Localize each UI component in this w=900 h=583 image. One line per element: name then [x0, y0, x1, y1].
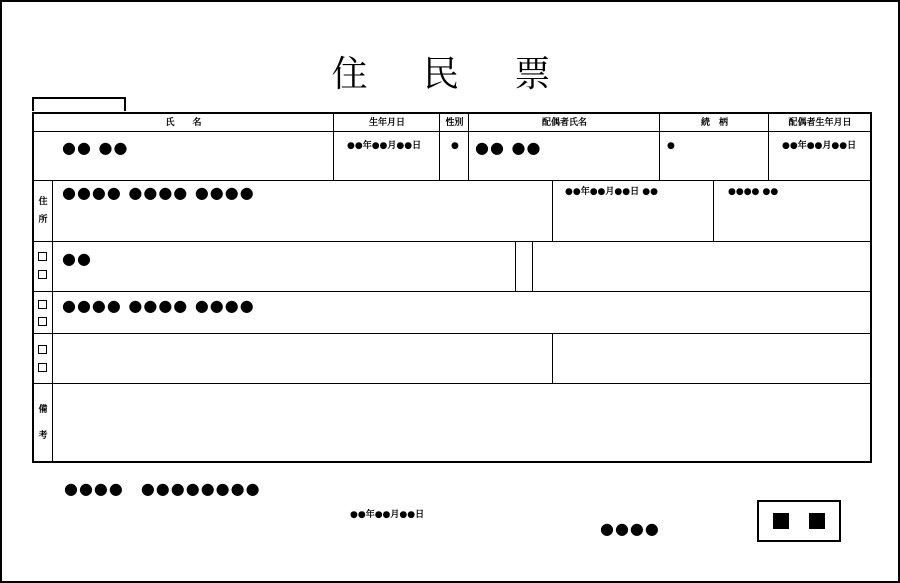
- row5-checkbox-bottom: [38, 363, 47, 372]
- dob-value: ●●年●●月●●日: [347, 141, 422, 151]
- relation-value: ●: [667, 141, 675, 151]
- page-title: 住 民 票: [331, 54, 573, 95]
- address-extra-value: ●●●● ●●: [728, 187, 779, 197]
- row4: [34, 292, 870, 334]
- header-spouse-name: 配偶者氏名: [468, 114, 660, 132]
- issue-date: ●●年●●月●●日: [350, 510, 425, 520]
- official-seal: [757, 500, 841, 542]
- name-value: ●● ●●: [62, 138, 129, 157]
- form-tab: [32, 97, 126, 111]
- address-label-divider: [52, 181, 53, 242]
- header-name: 氏 名: [165, 118, 202, 128]
- row1: [34, 132, 870, 181]
- row4-checkbox-bottom: [38, 317, 47, 326]
- row3-label-divider: [52, 242, 53, 292]
- resident-form: [32, 112, 872, 463]
- header-dob: 生年月日: [333, 114, 440, 132]
- row4-label-divider: [52, 292, 53, 334]
- row1-divider-spouse-dob: [768, 132, 769, 181]
- address-label-1: 住: [38, 197, 48, 207]
- issuer-text: ●●●● ●●●●●●●●: [64, 479, 261, 498]
- row1-divider-dob: [333, 132, 334, 181]
- address-row: [34, 181, 870, 242]
- row5-label-divider: [52, 334, 53, 384]
- row1-divider-sex: [439, 132, 440, 181]
- seal-block-right: [809, 513, 825, 529]
- address-value: ●●●● ●●●● ●●●●: [62, 183, 255, 202]
- row5-divider: [552, 334, 553, 384]
- header-relation: 続 柄: [659, 114, 769, 132]
- address-date-value: ●●年●●月●●日 ●●: [565, 187, 658, 197]
- row3-value: ●●: [62, 249, 92, 268]
- header-sex: 性別: [439, 114, 469, 132]
- spouse-name-value: ●● ●●: [475, 138, 542, 157]
- seal-block-left: [773, 513, 789, 529]
- spouse-dob-value: ●●年●●月●●日: [782, 141, 857, 151]
- sex-value: ●: [451, 141, 459, 151]
- address-divider-date: [552, 181, 553, 242]
- row3: [34, 242, 870, 292]
- row3-divider-b: [532, 242, 533, 292]
- address-divider-extra: [713, 181, 714, 242]
- row4-checkbox-top: [38, 300, 47, 309]
- header-spouse-dob: 配偶者生年月日: [768, 114, 871, 132]
- row4-value: ●●●● ●●●● ●●●●: [62, 296, 255, 315]
- remarks-label-divider: [52, 384, 53, 461]
- row1-divider-spouse: [468, 132, 469, 181]
- remarks-label-2: 考: [38, 431, 48, 441]
- official-name: ●●●●: [600, 519, 660, 538]
- remarks-label-1: 備: [38, 405, 48, 415]
- row5: [34, 334, 870, 384]
- address-label-2: 所: [38, 215, 48, 225]
- row3-checkbox-bottom: [38, 270, 47, 279]
- row1-divider-relation: [659, 132, 660, 181]
- remarks-row: [34, 384, 870, 461]
- row3-divider-a: [515, 242, 516, 292]
- row3-checkbox-top: [38, 252, 47, 261]
- row5-checkbox-top: [38, 345, 47, 354]
